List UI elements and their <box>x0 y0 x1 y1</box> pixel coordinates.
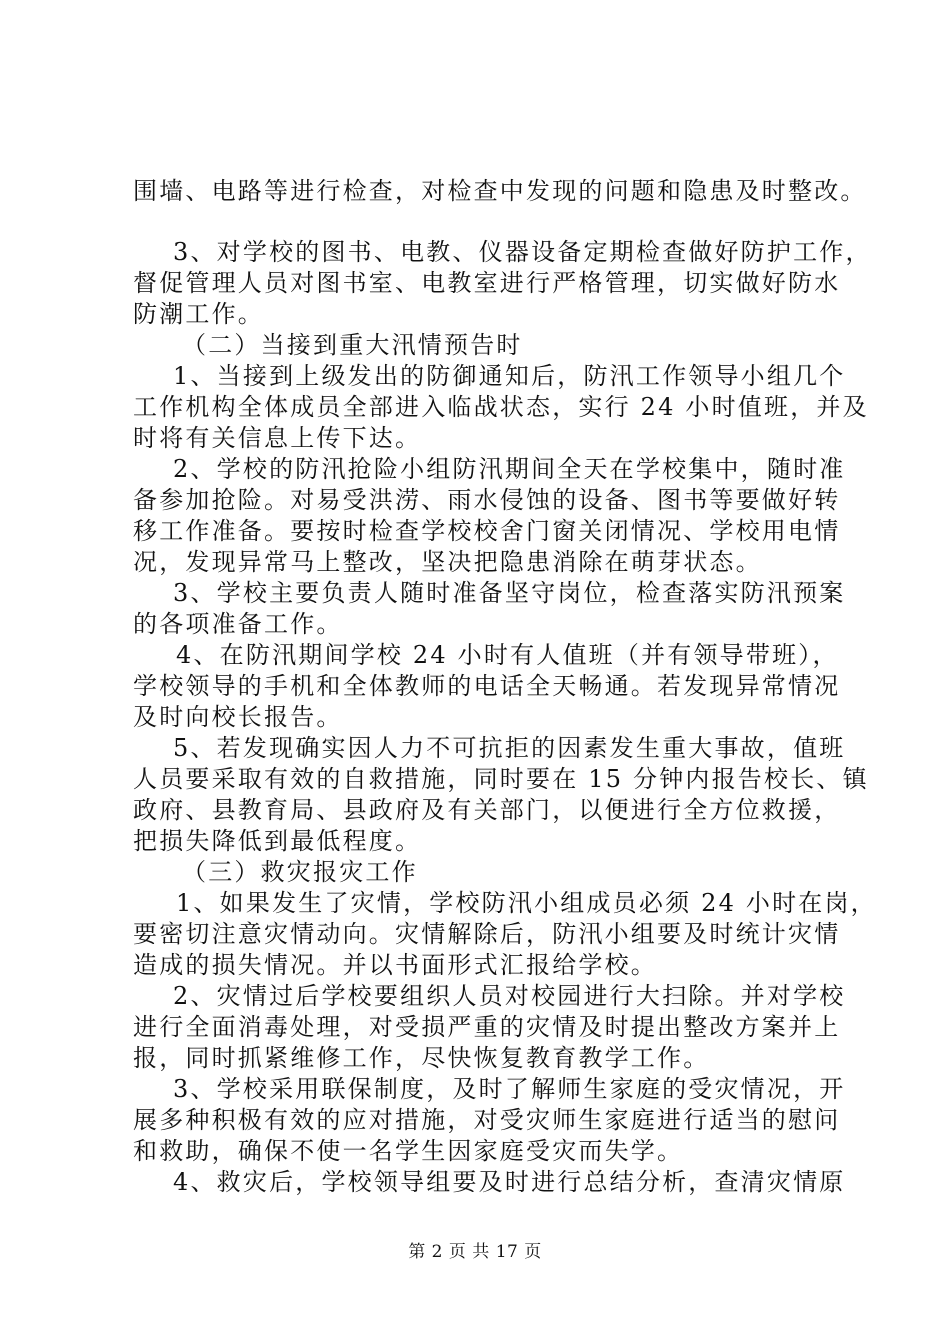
text-line: 4、救灾后，学校领导组要及时进行总结分析，查清灾情原 <box>173 1168 846 1196</box>
text-line: 4、在防汛期间学校 24 小时有人值班（并有领导带班）， <box>176 641 839 669</box>
text-line: 围墙、电路等进行检查，对检查中发现的问题和隐患及时整改。 <box>133 177 867 205</box>
text-line: 1、当接到上级发出的防御通知后，防汛工作领导小组几个 <box>173 362 846 390</box>
text-line: 移工作准备。要按时检查学校校舍门窗关闭情况、学校用电情 <box>133 517 841 545</box>
text-line: 3、对学校的图书、电教、仪器设备定期检查做好防护工作， <box>173 238 872 266</box>
text-line: 造成的损失情况。并以书面形式汇报给学校。 <box>133 951 657 979</box>
text-line: 展多种积极有效的应对措施，对受灾师生家庭进行适当的慰问 <box>133 1106 841 1134</box>
text-line: 2、灾情过后学校要组织人员对校园进行大扫除。并对学校 <box>173 982 846 1010</box>
text-line: 时将有关信息上传下达。 <box>133 424 422 452</box>
text-line: 人员要采取有效的自救措施，同时要在 15 分钟内报告校长、镇 <box>133 765 869 793</box>
text-line: 5、若发现确实因人力不可抗拒的因素发生重大事故，值班 <box>173 734 846 762</box>
text-line: 学校领导的手机和全体教师的电话全天畅通。若发现异常情况 <box>133 672 841 700</box>
text-line: 防潮工作。 <box>133 300 264 328</box>
text-line: 2、学校的防汛抢险小组防汛期间全天在学校集中，随时准 <box>173 455 846 483</box>
text-line: 的各项准备工作。 <box>133 610 343 638</box>
text-line: 和救助，确保不使一名学生因家庭受灾而失学。 <box>133 1137 684 1165</box>
text-line: 3、学校主要负责人随时准备坚守岗位，检查落实防汛预案 <box>173 579 846 607</box>
text-line: 况，发现异常马上整改，坚决把隐患消除在萌芽状态。 <box>133 548 762 576</box>
text-line: 督促管理人员对图书室、电教室进行严格管理，切实做好防水 <box>133 269 841 297</box>
page-number-footer: 第 2 页 共 17 页 <box>408 1242 542 1262</box>
text-line: 备参加抢险。对易受洪涝、雨水侵蚀的设备、图书等要做好转 <box>133 486 841 514</box>
section-heading: （三）救灾报灾工作 <box>182 858 418 886</box>
text-line: 进行全面消毒处理，对受损严重的灾情及时提出整改方案并上 <box>133 1013 841 1041</box>
section-heading: （二）当接到重大汛情预告时 <box>182 331 523 359</box>
text-line: 要密切注意灾情动向。灾情解除后，防汛小组要及时统计灾情 <box>133 920 841 948</box>
text-line: 工作机构全体成员全部进入临战状态，实行 24 小时值班，并及 <box>133 393 869 421</box>
text-line: 及时向校长报告。 <box>133 703 343 731</box>
text-line: 3、学校采用联保制度，及时了解师生家庭的受灾情况，开 <box>173 1075 846 1103</box>
text-line: 政府、县教育局、县政府及有关部门，以便进行全方位救援， <box>133 796 841 824</box>
text-line: 把损失降低到最低程度。 <box>133 827 422 855</box>
text-line: 1、如果发生了灾情，学校防汛小组成员必须 24 小时在岗， <box>176 889 877 917</box>
text-line: 报，同时抓紧维修工作，尽快恢复教育教学工作。 <box>133 1044 710 1072</box>
